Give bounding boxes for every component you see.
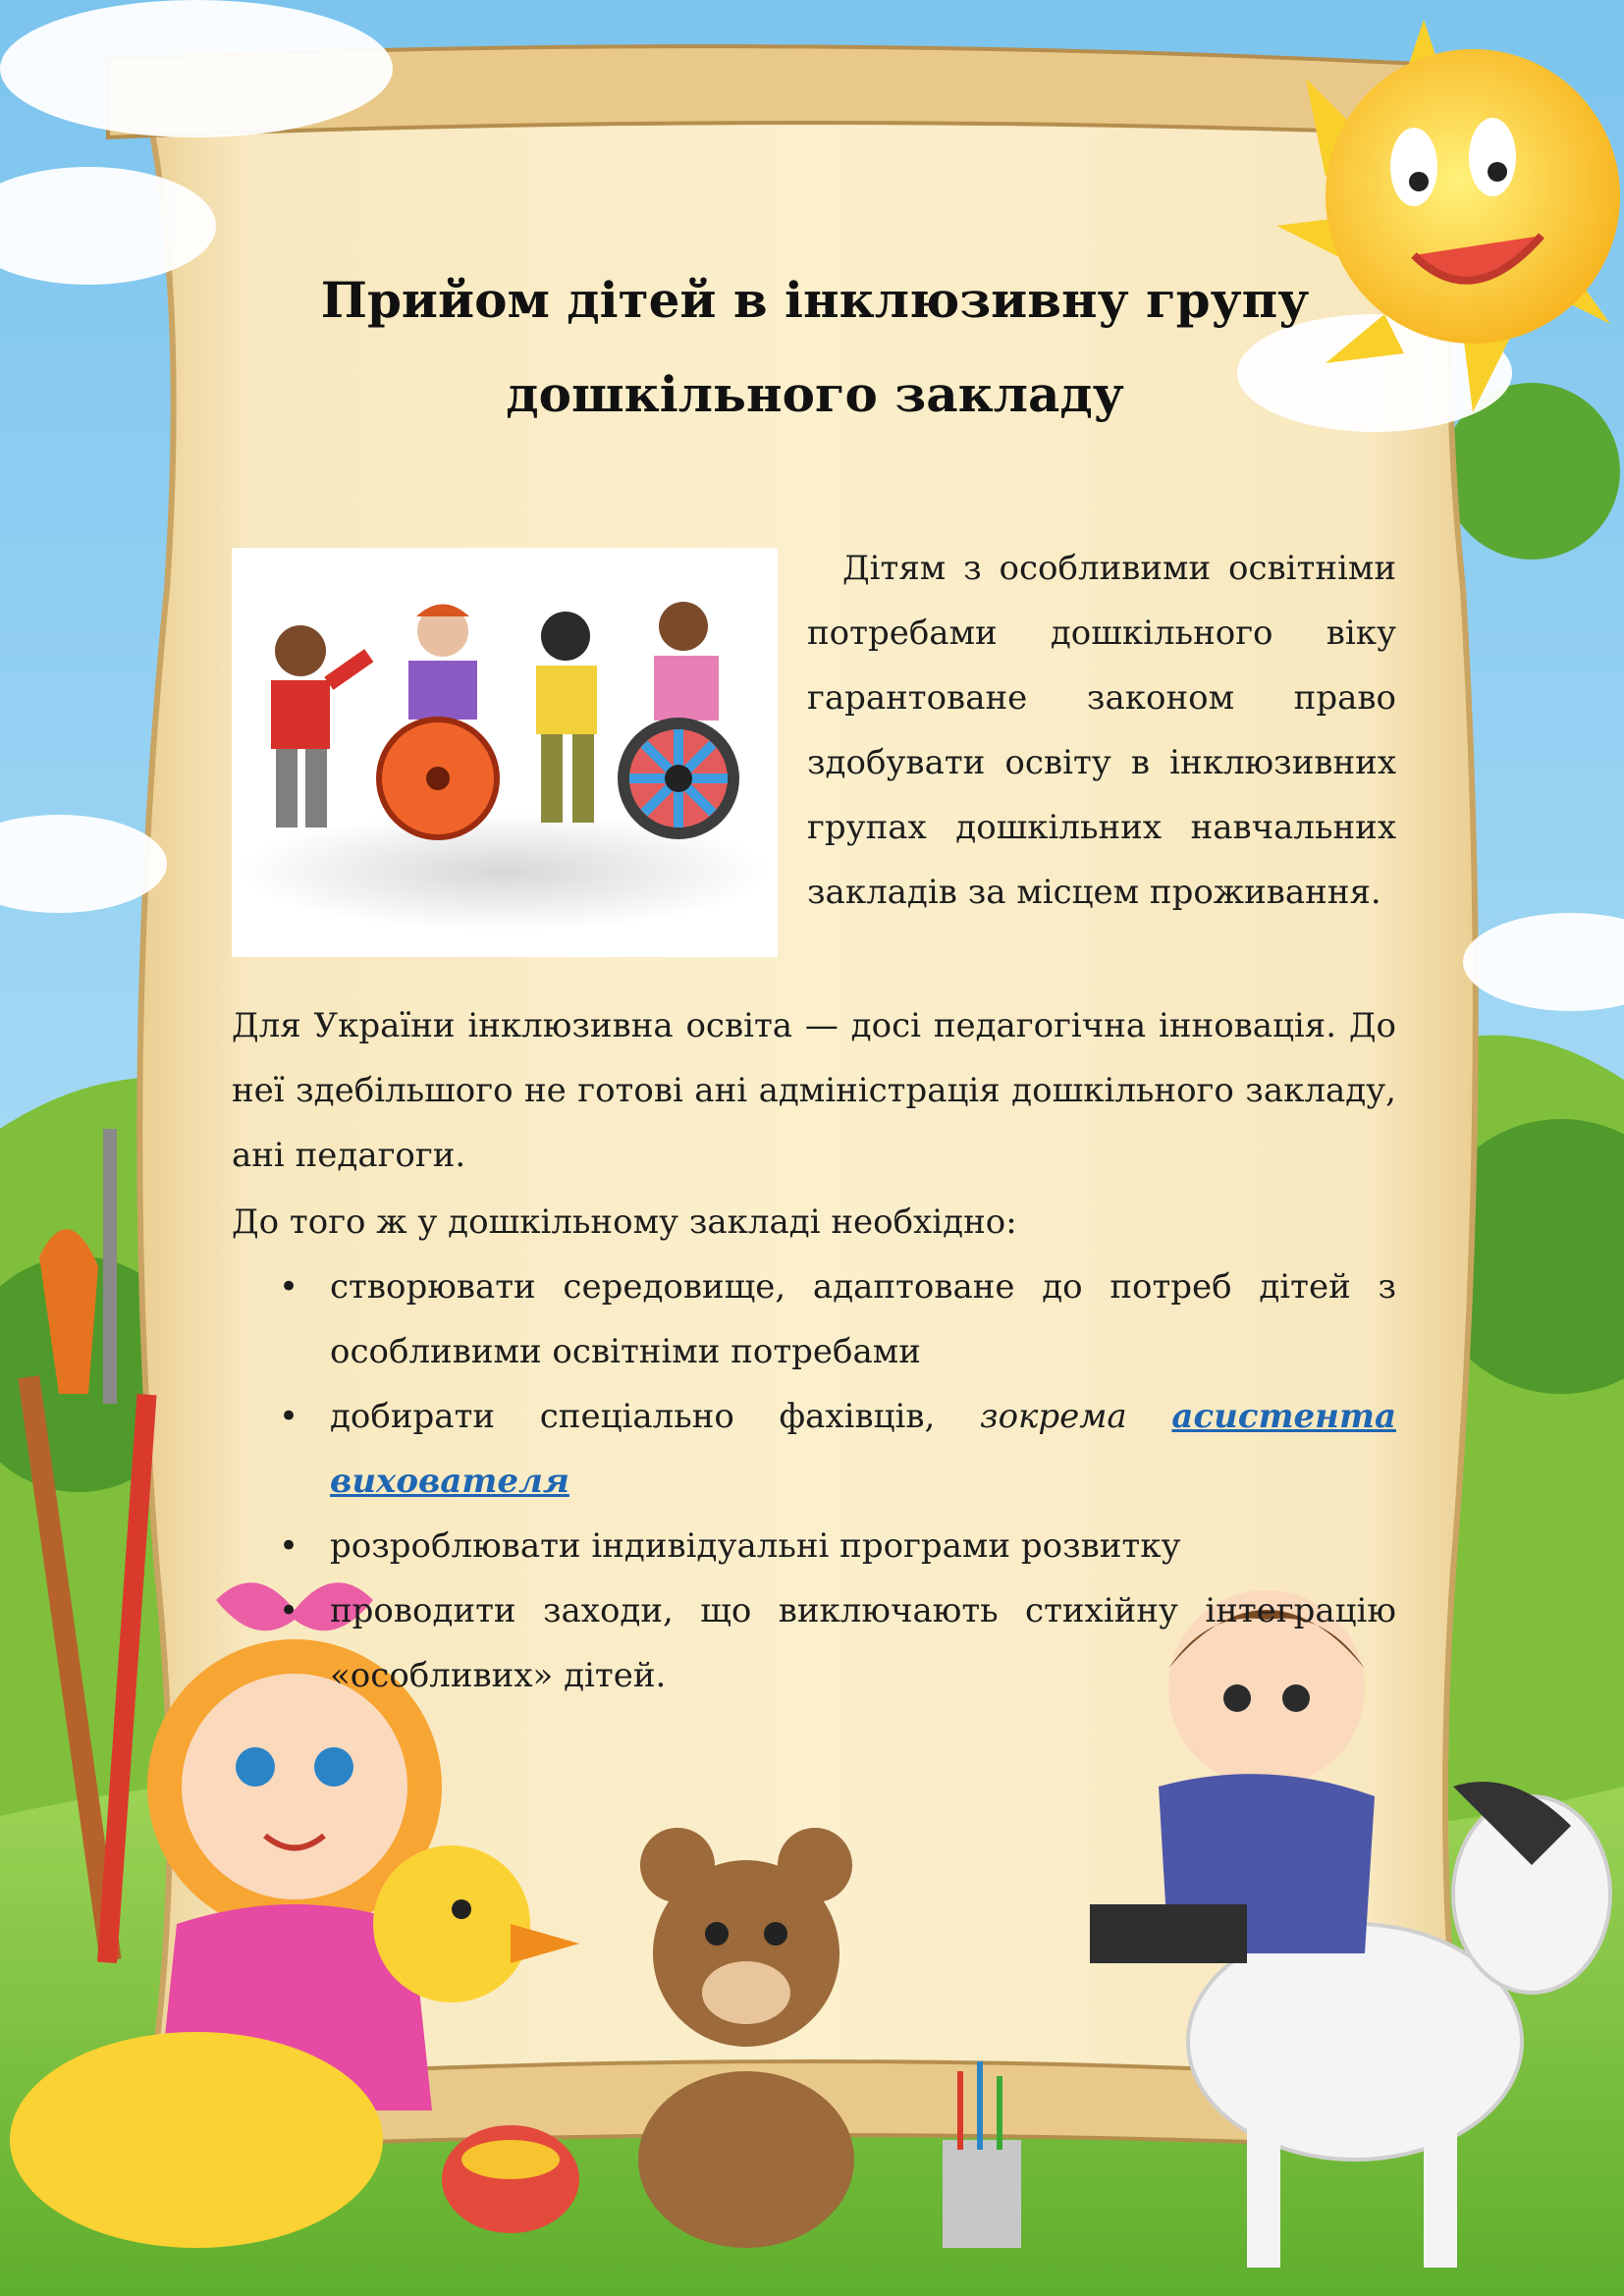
children-wheelchair-illustration (232, 548, 778, 957)
list-item: • проводити заходи, що виключають стихійну інтеграцію «особливих» дітей. (330, 1578, 1396, 1708)
list-item: • розроблювати індивідуальні програми розвитку (330, 1514, 1396, 1578)
page-title-line-2: дошкільного закладу (506, 365, 1124, 423)
list-item (330, 1384, 1396, 1514)
list-item-text: добирати спеціально фахівців, (330, 1397, 981, 1436)
paragraph-innovation: Для України інклюзивна освіта — досі педагогічна інновація. До неї здебільшого не готові ані адміністрація дошкільного закладу, ані педагоги. (232, 1006, 1396, 1175)
page-title-line-1: Прийом дітей в інклюзивну групу (320, 271, 1310, 329)
requirements-list (232, 1255, 1396, 1708)
spinning-top-icon (442, 2125, 579, 2233)
paragraph-requirements: До того ж у дошкільному закладі необхідно: (232, 1202, 1017, 1242)
list-item-italic: зокрема (980, 1397, 1172, 1436)
intro-paragraph: Дітям з особливими освітніми потребами дошкільного віку гарантоване законом право здобувати освіту в інклюзивних групах дошкільних навчальних закладів за місцем проживання. (807, 549, 1396, 912)
list-item: • створювати середовище, адаптоване до потреб дітей з особливими освітніми потребами (330, 1255, 1396, 1384)
assistant-educator-link[interactable]: асистента вихователя (330, 1397, 1396, 1501)
